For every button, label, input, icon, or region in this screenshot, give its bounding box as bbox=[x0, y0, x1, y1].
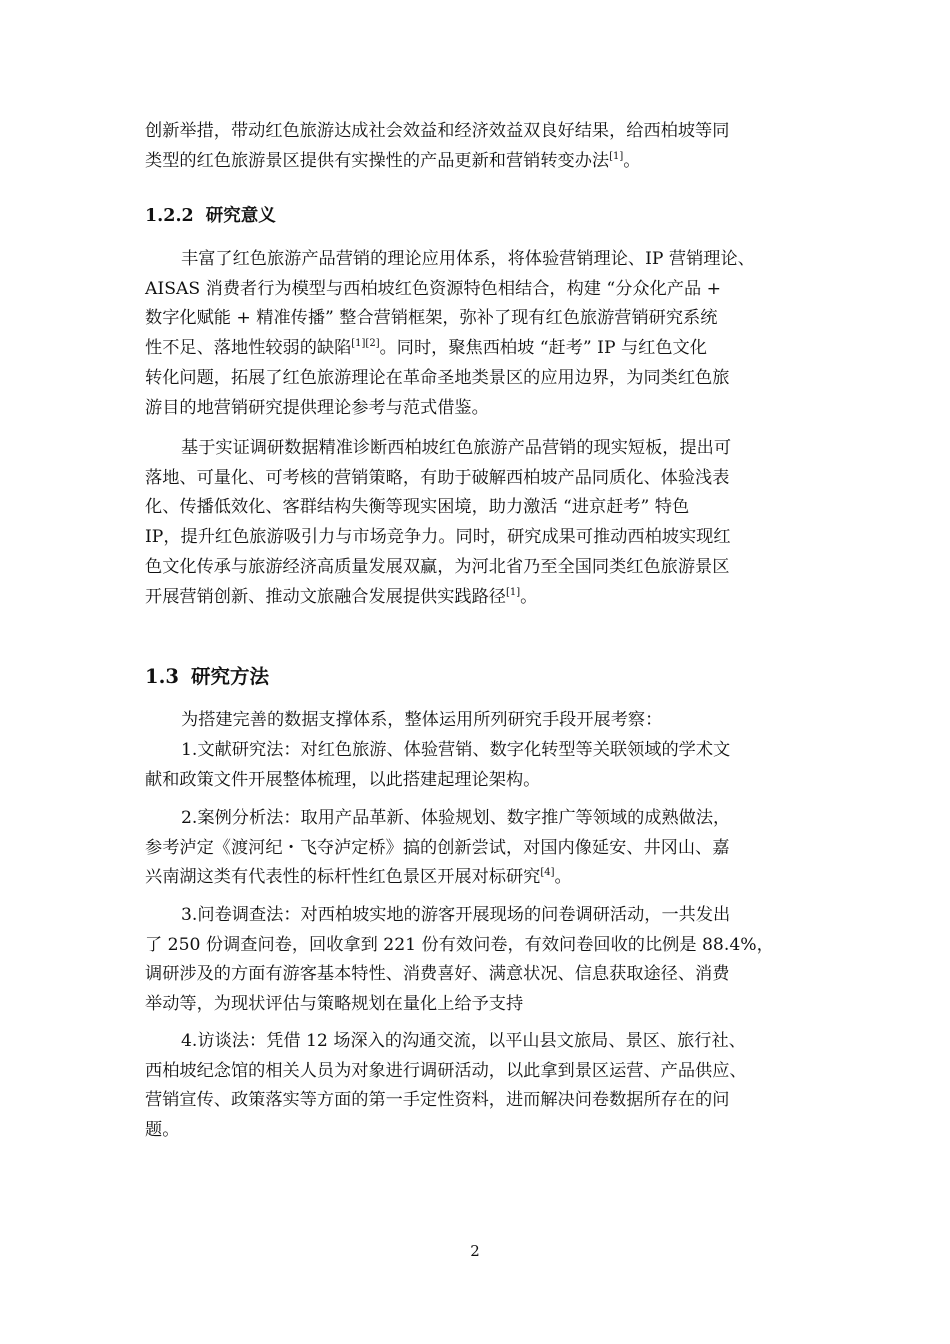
citation: [1] bbox=[505, 586, 521, 598]
text-line: 题。 bbox=[145, 1120, 180, 1141]
paragraph-methods-intro bbox=[145, 706, 821, 736]
text-line: 基于实证调研数据精准诊断西柏坡红色旅游产品营销的现实短板，提出可 bbox=[181, 438, 732, 458]
text-line: 1.文献研究法：对红色旅游、体验营销、数字化转型等关联领域的学术文 bbox=[181, 740, 731, 760]
text-line: 化、传播低效化、客群结构失衡等现实困境，助力激活 “进京赶考” 特色 bbox=[145, 497, 690, 518]
text-line: 兴南湖这类有代表性的标杆性红色景区开展对标研究[4]。 bbox=[145, 867, 572, 888]
method-case-analysis bbox=[145, 804, 821, 893]
text-line: 落地、可量化、可考核的营销策略，有助于破解西柏坡产品同质化、体验浅表 bbox=[145, 467, 730, 488]
text-line: AISAS 消费者行为模型与西柏坡红色资源特色相结合，构建 “分众化产品 + bbox=[145, 278, 721, 299]
text-line: 数字化赋能 + 精准传播” 整合营销框架，弥补了现有红色旅游营销研究系统 bbox=[145, 308, 718, 329]
text-line: 色文化传承与旅游经济高质量发展双赢，为河北省乃至全国同类红色旅游景区 bbox=[145, 556, 730, 577]
section-heading-1-3 bbox=[145, 664, 269, 690]
method-questionnaire bbox=[145, 901, 821, 1020]
section-heading-1-2-2 bbox=[145, 204, 276, 228]
method-interview bbox=[145, 1027, 821, 1146]
heading-number: 1.3 bbox=[145, 665, 179, 688]
heading-title: 研究方法 bbox=[190, 665, 269, 688]
citation: [4] bbox=[540, 867, 555, 879]
text-line: 开展营销创新、推动文旅融合发展提供实践路径[1]。 bbox=[145, 586, 538, 607]
heading-number: 1.2.2 bbox=[145, 206, 194, 226]
text-line: 转化问题，拓展了红色旅游理论在革命圣地类景区的应用边界，为同类红色旅 bbox=[145, 367, 730, 388]
text-line: 了 250 份调查问卷，回收拿到 221 份有效问卷，有效问卷回收的比例是 88.4%， bbox=[145, 934, 774, 955]
text-line: 游目的地营销研究提供理论参考与范式借鉴。 bbox=[145, 397, 489, 418]
text-line: 参考泸定《渡河纪・飞夺泸定桥》搞的创新尝试，对国内像延安、井冈山、嘉 bbox=[145, 837, 730, 858]
text-line: 创新举措，带动红色旅游达成社会效益和经济效益双良好结果，给西柏坡等同 bbox=[145, 121, 730, 141]
text-line: 3.问卷调查法：对西柏坡实地的游客开展现场的问卷调研活动，一共发出 bbox=[181, 905, 731, 925]
text-line: 2.案例分析法：取用产品革新、体验规划、数字推广等领域的成熟做法， bbox=[181, 808, 731, 828]
paragraph-significance-practice bbox=[145, 434, 821, 612]
text-line: 类型的红色旅游景区提供有实操性的产品更新和营销转变办法[1]。 bbox=[145, 150, 641, 171]
text-line: 献和政策文件开展整体梳理，以此搭建起理论架构。 bbox=[145, 769, 541, 790]
page-number: 2 bbox=[470, 1242, 480, 1260]
text-line: 4.访谈法：凭借 12 场深入的沟通交流，以平山县文旅局、景区、旅行社、 bbox=[181, 1031, 746, 1051]
text-line: IP，提升红色旅游吸引力与市场竞争力。同时，研究成果可推动西柏坡实现红 bbox=[145, 527, 731, 548]
text-line: 举动等，为现状评估与策略规划在量化上给予支持 bbox=[145, 994, 524, 1015]
text-line: 丰富了红色旅游产品营销的理论应用体系，将体验营销理论、IP 营销理论、 bbox=[181, 249, 755, 269]
text-line: 性不足、落地性较弱的缺陷[1][2]。同时，聚焦西柏坡 “赶考” IP 与红色文化 bbox=[145, 338, 707, 359]
text-line: 营销宣传、政策落实等方面的第一手定性资料，进而解决问卷数据所存在的问 bbox=[145, 1090, 730, 1111]
paragraph-significance-theory bbox=[145, 245, 821, 423]
text-line: 为搭建完善的数据支撑体系，整体运用所列研究手段开展考察： bbox=[181, 710, 663, 730]
text-line: 调研涉及的方面有游客基本特性、消费喜好、满意状况、信息获取途径、消费 bbox=[145, 964, 730, 985]
heading-title: 研究意义 bbox=[205, 206, 276, 226]
text-line: 西柏坡纪念馆的相关人员为对象进行调研活动，以此拿到景区运营、产品供应、 bbox=[145, 1060, 747, 1081]
method-literature-review bbox=[145, 736, 821, 795]
paragraph-intro-continuation bbox=[145, 117, 821, 176]
citation: [1][2] bbox=[351, 338, 380, 350]
citation: [1] bbox=[609, 150, 624, 162]
